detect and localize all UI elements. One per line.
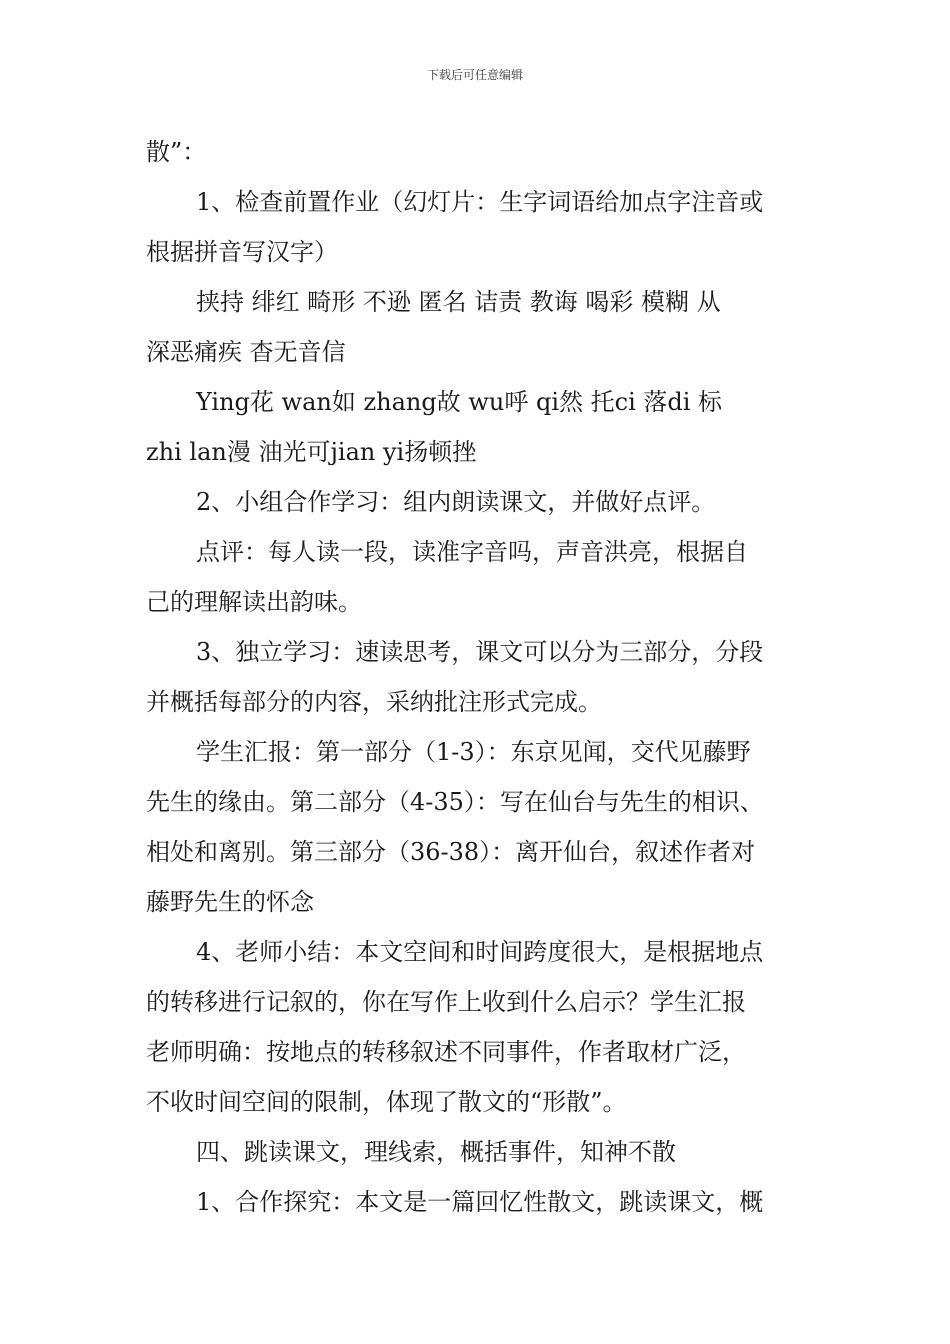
text-line: 2、小组合作学习：组内朗读课文，并做好点评。: [196, 488, 716, 516]
text-line: 散”：: [146, 138, 207, 166]
text-line: 1、合作探究：本文是一篇回忆性散文，跳读课文，概: [196, 1188, 764, 1216]
text-line: 4、老师小结：本文空间和时间跨度很大，是根据地点: [196, 938, 764, 966]
text-line: 并概括每部分的内容，采纳批注形式完成。: [146, 688, 602, 716]
text-line: 1、检查前置作业（幻灯片：生字词语给加点字注音或: [196, 188, 764, 216]
text-line: 藤野先生的怀念: [146, 888, 314, 916]
text-line: 不收时间空间的限制，体现了散文的“形散”。: [146, 1088, 627, 1116]
document-body: [146, 127, 816, 1227]
text-line: 挟持 绯红 畸形 不逊 匿名 诘责 教诲 喝彩 模糊 从: [196, 288, 721, 316]
text-line: 学生汇报：第一部分（1-3）：东京见闻，交代见藤野: [196, 738, 751, 766]
text-line: 的转移进行记叙的，你在写作上收到什么启示？学生汇报: [146, 988, 746, 1016]
text-line: zhi lan漫 油光可jian yi扬顿挫: [146, 438, 477, 466]
text-line: 3、独立学习：速读思考，课文可以分为三部分，分段: [196, 638, 764, 666]
text-line: 相处和离别。第三部分（36-38）：离开仙台，叙述作者对: [146, 838, 756, 866]
page-header: 下载后可任意编辑: [426, 68, 523, 82]
text-line: 老师明确：按地点的转移叙述不同事件，作者取材广泛，: [146, 1038, 746, 1066]
text-line: 根据拼音写汉字）: [146, 238, 338, 266]
text-line: Ying花 wan如 zhang故 wu呼 qi然 托ci 落di 标: [196, 388, 723, 416]
text-line: 四、跳读课文，理线索，概括事件，知神不散: [196, 1138, 676, 1166]
text-line: 深恶痛疾 杳无音信: [146, 338, 346, 366]
text-line: 先生的缘由。第二部分（4-35）：写在仙台与先生的相识、: [146, 788, 764, 816]
text-line: 己的理解读出韵味。: [146, 588, 362, 616]
text-line: 点评：每人读一段，读准字音吗，声音洪亮，根据自: [196, 538, 748, 566]
